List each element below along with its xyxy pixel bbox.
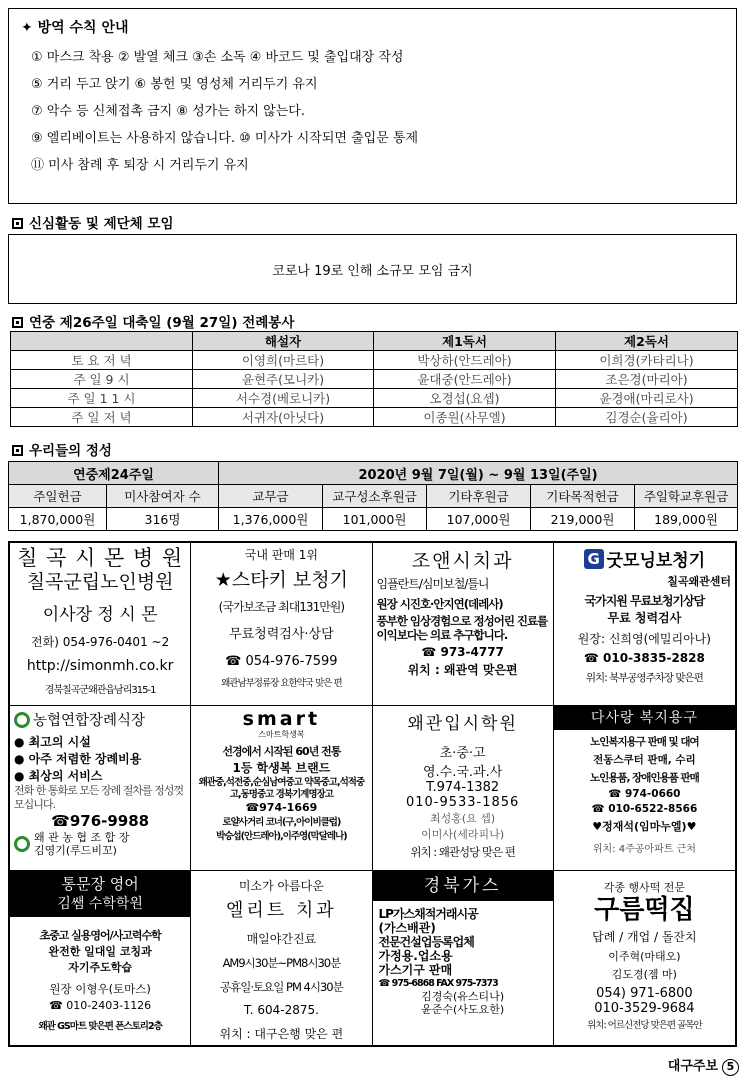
table-row: 토 요 저 녁 이영희(마르타) 박상하(안드레아) 이희경(카타리나) bbox=[11, 351, 738, 370]
ad-waegwan-academy: 왜관입시학원 초·중·고 영.수.국.과.사 T.974-1382 010-9533-1856 최성홍(요 셉) 이미사(세라피나) 위치 : 왜관성당 맞은 편 bbox=[373, 706, 554, 871]
square-bullet-icon bbox=[12, 445, 23, 456]
table-header-row bbox=[9, 462, 738, 485]
liturgy-heading: 연중 제26주일 대축일 (9월 27일) 전례봉사 bbox=[12, 311, 294, 331]
ad-gyeongbuk-gas: 경북가스 LP가스채적거래시공 (가스배관) 전문건설업등록업체 가정용.업소용 가스기구 판매 ☎ 975-6868 FAX 975-7373 김경숙(유스티나) 윤준수(사도요한) bbox=[373, 871, 554, 1045]
prevention-notice bbox=[8, 8, 737, 204]
table-row: 주 일 9 시 윤현주(모니카) 윤대중(안드레아) 조은경(마리아) bbox=[11, 370, 738, 389]
table-row: 1,870,000원 316명 1,376,000원 101,000원 107,000원 219,000원 189,000원 bbox=[9, 508, 738, 531]
table-row: 주 일 1 1 시 서수경(베로니카) 오경섭(요셉) 윤경애(마리로사) bbox=[11, 389, 738, 408]
table-row: 주 일 저 녁 서귀자(아닛다) 이종원(사무엘) 김경순(율리아) bbox=[11, 408, 738, 427]
publication-name: 대구주보 bbox=[667, 1059, 718, 1074]
ad-joan-dental: 조앤시치과 임플란트/심미보철/틀니 원장 시진호·안지연(데레사) 풍부한 임상경험으로 정성어린 진료를 이익보다는 의료 추구합니다. ☎ 973-4777 위치 : 왜관역 맞은편 bbox=[373, 543, 554, 706]
notice-line: ⑦ 악수 등 신체접촉 금지 ⑧ 성가는 하지 않는다. bbox=[31, 104, 305, 119]
meeting-body: 코로나 19로 인해 소규모 모임 금지 bbox=[272, 263, 473, 279]
table-header-row: 해설자 제1독서 제2독서 bbox=[11, 332, 738, 351]
offering-heading: 우리들의 정성 bbox=[12, 439, 112, 459]
ad-goodmorning-hearing: G 굿모닝보청기 칠곡왜관센터 국가지원 무료보청기상담 무료 청력검사 원장: 신희영(에밀리아나) ☎ 010-3835-2828 위치: 북부공영주차장 맞은편 bbox=[554, 543, 735, 706]
offering-week: 연중제24주일 bbox=[9, 462, 219, 485]
goodmorning-logo-icon: G bbox=[584, 549, 604, 569]
meeting-heading: 신심활동 및 제단체 모임 bbox=[12, 212, 174, 232]
meeting-box bbox=[8, 234, 737, 304]
page-footer bbox=[668, 1055, 739, 1076]
notice-line: ⑨ 엘리베이트는 사용하지 않습니다. ⑩ 미사가 시작되면 출입문 통제 bbox=[31, 131, 419, 146]
ad-elite-dental: 미소가 아름다운 엘리트 치과 매일야간진료 AM9시30분~PM8시30분 공휴일·토요일 PM 4시30분 T. 604-2875. 위치 : 대구은행 맞은 편 bbox=[191, 871, 372, 1045]
notice-line: ⑪ 미사 참례 후 퇴장 시 거리두기 유지 bbox=[31, 158, 249, 173]
square-bullet-icon bbox=[12, 317, 23, 328]
nonghyup-logo-icon bbox=[14, 712, 30, 728]
ad-simon-hospital: 칠 곡 시 몬 병 원 칠곡군립노인병원 이사장 정 시 몬 전화) 054-976-0401 ~2 http://simonmh.co.kr 경북칠곡군왜관읍남리315-1 bbox=[10, 543, 191, 706]
ad-gureum-rice-cake: 각종 행사떡 전문 구름떡집 답례 / 개업 / 돌잔치 이주혁(마태오) 김도경(젬 마) 054) 971-6800 010-3529-9684 위치: 어르신전당 맞은편 골목안 bbox=[587, 881, 702, 1031]
nonghyup-logo-icon bbox=[14, 836, 30, 852]
ads-grid bbox=[8, 541, 737, 1047]
page-number: 5 bbox=[722, 1059, 739, 1076]
ad-dasarang-welfare: 다사랑 복지용구 노인복지용구 판매 및 대여 전동스쿠터 판매, 수리 노인용품, 장애인용품 판매 ☎ 974-0660 ☎ 010-6522-8566 ♥정재석(임마누엘)♥ 위치: 4주공아파트 근처 bbox=[554, 706, 735, 871]
offering-period: 2020년 9월 7일(월) ~ 9월 13일(주일) bbox=[219, 462, 738, 485]
liturgy-table bbox=[10, 331, 738, 427]
offering-table bbox=[8, 461, 738, 531]
ad-kimssam-academy: 통문장 영어 김쌤 수학학원 초중고 실용영어/사고력수학 완전한 일대일 코칭과 자기주도학습 원장 이형우(토마스) ☎ 010-2403-1126 왜관 GS마트 맞은편 폰스토리2층 bbox=[10, 871, 191, 1045]
notice-line: ① 마스크 착용 ② 발열 체크 ③손 소독 ④ 바코드 및 출입대장 작성 bbox=[31, 50, 404, 65]
ad-starkey-hearing: 국내 판매 1위 ★스타키 보청기 (국가보조금 최대131만원) 무료청력검사·상담 ☎ 054-976-7599 왜관남부정류장 요한약국 맞은 편 bbox=[191, 543, 372, 706]
notice-title: ✦ 방역 수칙 안내 bbox=[21, 20, 129, 36]
table-header-row: 주일헌금 미사참여자 수 교무금 교구성소후원금 기타후원금 기타목적헌금 주일학교후원금 bbox=[9, 485, 738, 508]
square-bullet-icon bbox=[12, 218, 23, 229]
ad-smart-uniform: smart 스마트학생복 선경에서 시작된 60년 전통 1등 학생복 브랜드 왜관중,석전중,순심남여중고 약목중고,석적중고,동명중고 경북기계명장고 ☎974-1669 로얄사거리 코너(구,아이비클럽) 박승섭(안드레아),이주영(막달레나) bbox=[191, 706, 372, 871]
ad-nonghyup-funeral: 농협연합장례식장 ● 최고의 시설 ● 아주 저렴한 장례비용 ● 최상의 서비스 전화 한 통화로 모든 장례 절차를 정성껏 모십니다. ☎976-9988 왜 관 농 협 조 합 장 김영기(루드비꼬) bbox=[10, 706, 191, 871]
notice-line: ⑤ 거리 두고 앉기 ⑥ 봉헌 및 영성체 거리두기 유지 bbox=[31, 77, 318, 92]
